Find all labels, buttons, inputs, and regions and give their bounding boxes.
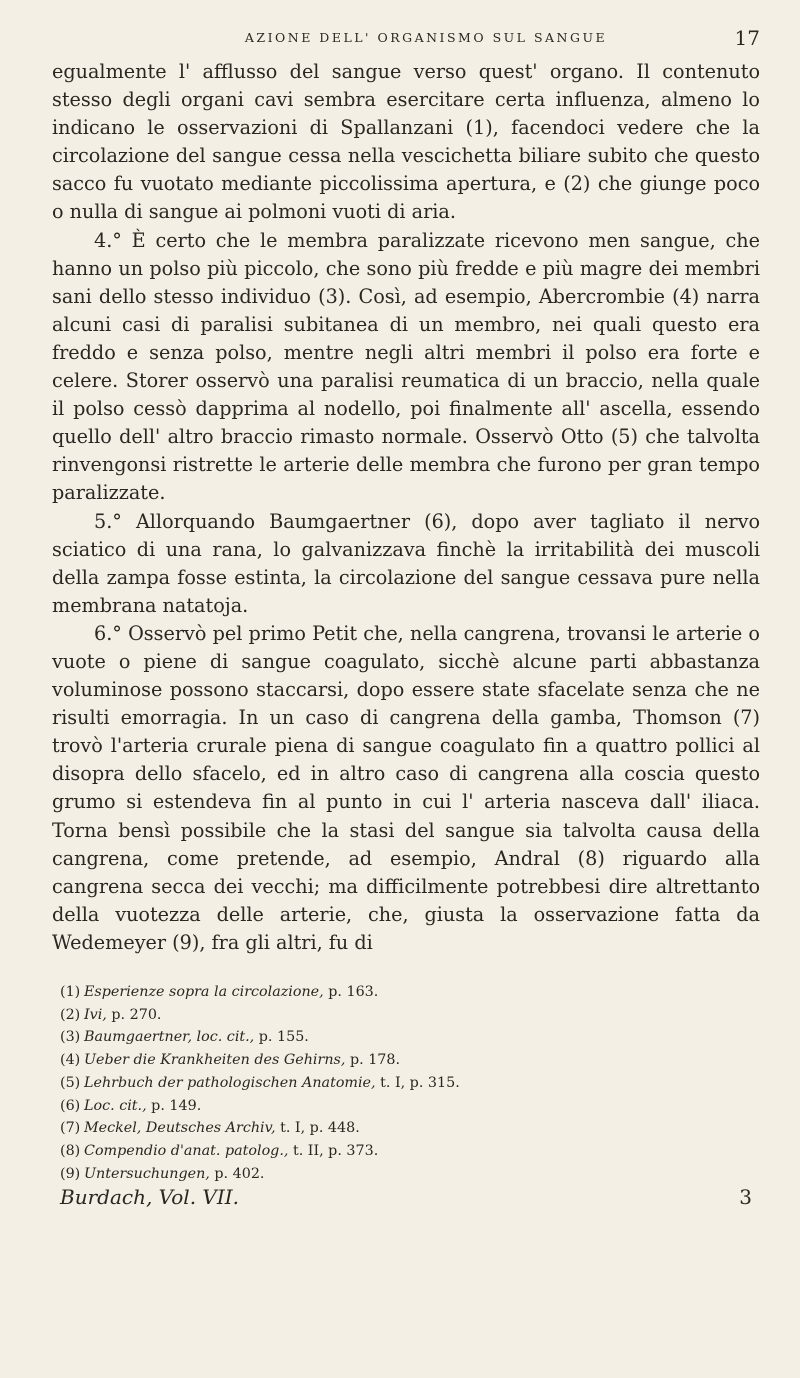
- page-number: 17: [734, 26, 760, 50]
- footnote: [60, 1049, 760, 1072]
- footnote-number: (4): [60, 1052, 81, 1069]
- footnote-title: Loc. cit.,: [84, 1097, 147, 1114]
- footnote-ref: p. 402.: [214, 1165, 265, 1182]
- footnote: [60, 1095, 760, 1118]
- footnote: [60, 981, 760, 1004]
- footnote-number: (2): [60, 1006, 81, 1023]
- footnote-ref: t. I, p. 448.: [280, 1120, 360, 1137]
- body-text: [52, 58, 760, 957]
- footnote-number: (7): [60, 1120, 81, 1137]
- footnote: [60, 1072, 760, 1095]
- footnote-ref: p. 163.: [328, 984, 379, 1000]
- running-head: [52, 26, 760, 54]
- footnote-ref: t. II, p. 373.: [292, 1142, 379, 1159]
- paragraph: 5.° Allorquando Baumgaertner (6), dopo aver tagliato il nervo sciatico di una rana, lo galvanizzava finchè la irritabilità dei muscoli della zampa fosse estinta, la circolazione del sangue cessava pure nella membrana natatoja.: [52, 509, 760, 617]
- footnote-number: (8): [60, 1142, 81, 1159]
- footnote: [60, 1140, 760, 1163]
- footnote-number: (1): [60, 984, 81, 1000]
- footnote-ref: p. 178.: [349, 1052, 401, 1069]
- signature-line: [52, 1185, 760, 1211]
- footnote-ref: t. I, p. 315.: [380, 1074, 460, 1091]
- footnote-title: Meckel, Deutsches Archiv,: [84, 1120, 276, 1137]
- footnote: [60, 1117, 760, 1140]
- footnotes: [52, 981, 760, 1185]
- footnote-title: Ueber die Krankheiten des Gehirns,: [84, 1052, 346, 1069]
- footnote: [60, 1004, 760, 1027]
- running-head-title: AZIONE DELL' ORGANISMO SUL SANGUE: [244, 30, 608, 45]
- signature-text: Burdach, Vol. VII.: [60, 1185, 240, 1210]
- footnote-title: Ivi,: [84, 1006, 107, 1023]
- book-page: [52, 26, 760, 1360]
- signature-mark: 3: [739, 1185, 752, 1210]
- footnote-title: Untersuchungen,: [84, 1165, 210, 1182]
- footnote-number: (3): [60, 1029, 81, 1046]
- footnote: [60, 1163, 760, 1186]
- paragraph: 6.° Osservò pel primo Petit che, nella cangrena, trovansi le arterie o vuote o piene di sangue coagulato, sicchè alcune parti abbastanza voluminose possono staccarsi, dopo essere state sfacelate senza che ne risulti emorragia. In un caso di cangrena della gamba, Thomson (7) trovò l'arteria crurale piena di sangue coagulato fin a quattro pollici al disopra dello sfacelo, ed in altro caso di cangrena alla coscia questo grumo si estendeva fin al punto in cui l' arteria nasceva dall' iliaca. Torna bensì possibile che la stasi del sangue sia talvolta causa della cangrena, come pretende, ad esempio, Andral (8) riguardo alla cangrena secca dei vecchi; ma difficilmente potrebbesi dire altrettanto della vuotezza delle arterie, che, giusta la osservazione fatta da Wedemeyer (9), fra gli altri, fu di: [52, 621, 760, 954]
- footnote-number: (5): [60, 1074, 81, 1091]
- footnote-ref: p. 270.: [111, 1006, 162, 1023]
- footnote-number: (9): [60, 1165, 81, 1182]
- footnote-ref: p. 155.: [258, 1029, 309, 1046]
- paragraph: egualmente l' afflusso del sangue verso quest' organo. Il contenuto stesso degli organi cavi sembra esercitare certa influenza, almeno lo indicano le osservazioni di Spallanzani (1), facendoci vedere che la circolazione del sangue cessa nella vescichetta biliare subito che questo sacco fu vuotato mediante piccolissima apertura, e (2) che giunge poco o nulla di sangue ai polmoni vuoti di aria.: [52, 60, 760, 224]
- footnote-title: Lehrbuch der pathologischen Anatomie,: [84, 1074, 376, 1091]
- footnote-title: Compendio d'anat. patolog.,: [84, 1142, 289, 1159]
- footnote: [60, 1026, 760, 1049]
- footnote-ref: p. 149.: [151, 1097, 202, 1114]
- footnote-title: Esperienze sopra la circolazione,: [84, 984, 324, 1000]
- paragraph: 4.° È certo che le membra paralizzate ricevono men sangue, che hanno un polso più piccolo, che sono più fredde e più magre dei membri sani dello stesso individuo (3). Così, ad esempio, Abercrombie (4) narra alcuni casi di paralisi subitanea di un membro, nei quali questo era freddo e senza polso, mentre negli altri membri il polso era forte e celere. Storer osservò una paralisi reumatica di un braccio, nella quale il polso cessò dapprima al nodello, poi finalmente all' ascella, essendo quello dell' altro braccio rimasto normale. Osservò Otto (5) che talvolta rinvengonsi ristrette le arterie delle membra che furono per gran tempo paralizzate.: [52, 228, 760, 505]
- footnote-title: Baumgaertner, loc. cit.,: [84, 1029, 255, 1046]
- footnote-number: (6): [60, 1097, 81, 1114]
